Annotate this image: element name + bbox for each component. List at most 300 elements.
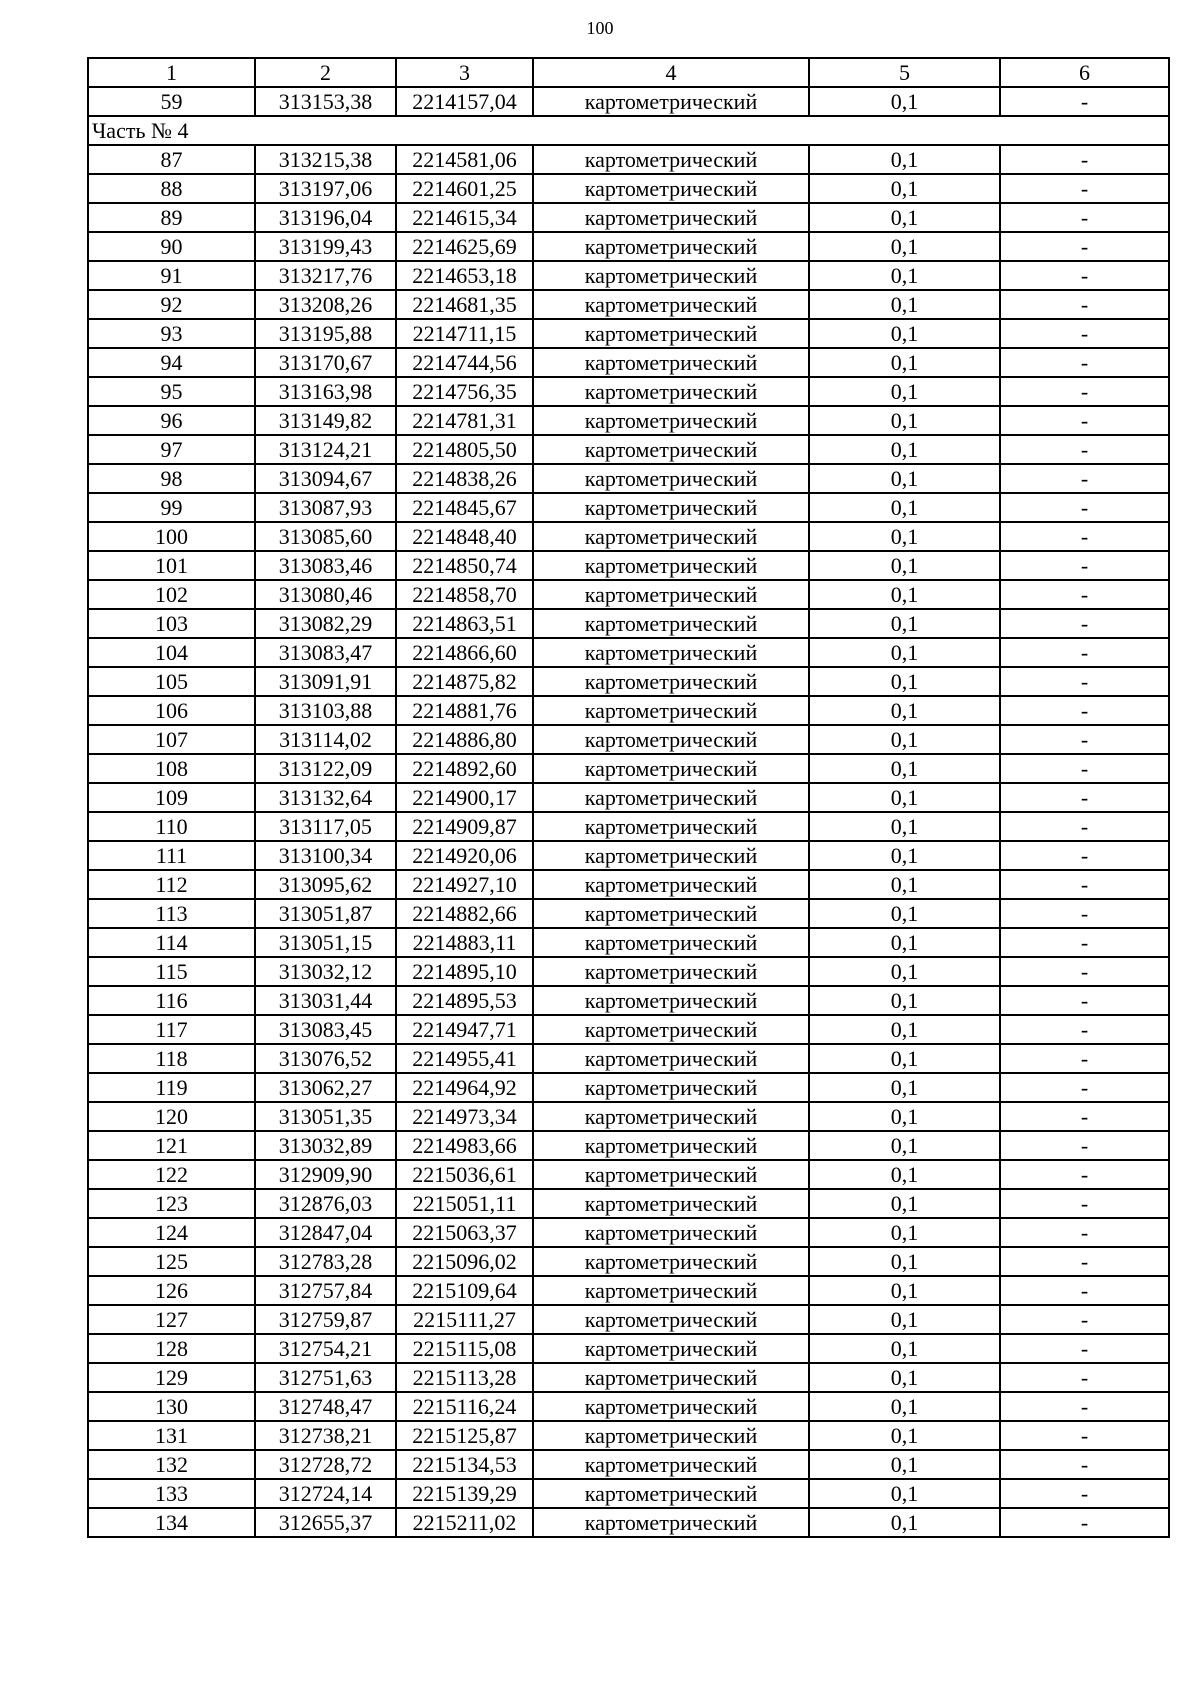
y-coordinate-cell: 2214845,67	[396, 493, 533, 522]
y-coordinate-cell: 2214895,53	[396, 986, 533, 1015]
point-number-cell: 95	[88, 377, 255, 406]
y-coordinate-cell: 2215139,29	[396, 1479, 533, 1508]
description-cell: -	[1000, 783, 1169, 812]
point-number-cell: 110	[88, 812, 255, 841]
y-coordinate-cell: 2214882,66	[396, 899, 533, 928]
table-row	[88, 754, 1169, 783]
point-number-cell: 120	[88, 1102, 255, 1131]
table-row	[88, 841, 1169, 870]
x-coordinate-cell: 312876,03	[255, 1189, 396, 1218]
method-cell: картометрический	[533, 1015, 809, 1044]
table-row	[88, 638, 1169, 667]
table-row	[88, 435, 1169, 464]
x-coordinate-cell: 313085,60	[255, 522, 396, 551]
x-coordinate-cell: 313091,91	[255, 667, 396, 696]
y-coordinate-cell: 2214850,74	[396, 551, 533, 580]
accuracy-cell: 0,1	[809, 1073, 1000, 1102]
method-cell: картометрический	[533, 580, 809, 609]
point-number-cell: 122	[88, 1160, 255, 1189]
accuracy-cell: 0,1	[809, 754, 1000, 783]
point-number-cell: 128	[88, 1334, 255, 1363]
x-coordinate-cell: 313153,38	[255, 87, 396, 116]
y-coordinate-cell: 2214625,69	[396, 232, 533, 261]
x-coordinate-cell: 313170,67	[255, 348, 396, 377]
point-number-cell: 116	[88, 986, 255, 1015]
accuracy-cell: 0,1	[809, 1363, 1000, 1392]
accuracy-cell: 0,1	[809, 986, 1000, 1015]
accuracy-cell: 0,1	[809, 406, 1000, 435]
method-cell: картометрический	[533, 1479, 809, 1508]
y-coordinate-cell: 2215063,37	[396, 1218, 533, 1247]
table-row	[88, 725, 1169, 754]
table-row	[88, 986, 1169, 1015]
x-coordinate-cell: 312783,28	[255, 1247, 396, 1276]
method-cell: картометрический	[533, 1421, 809, 1450]
description-cell: -	[1000, 841, 1169, 870]
description-cell: -	[1000, 957, 1169, 986]
method-cell: картометрический	[533, 1508, 809, 1537]
table-row	[88, 319, 1169, 348]
point-number-cell: 92	[88, 290, 255, 319]
accuracy-cell: 0,1	[809, 725, 1000, 754]
table-row	[88, 1508, 1169, 1537]
point-number-cell: 115	[88, 957, 255, 986]
accuracy-cell: 0,1	[809, 87, 1000, 116]
y-coordinate-cell: 2214781,31	[396, 406, 533, 435]
table-row	[88, 1218, 1169, 1247]
table-row	[88, 464, 1169, 493]
y-coordinate-cell: 2215111,27	[396, 1305, 533, 1334]
point-number-cell: 59	[88, 87, 255, 116]
method-cell: картометрический	[533, 551, 809, 580]
accuracy-cell: 0,1	[809, 812, 1000, 841]
table-row	[88, 261, 1169, 290]
table-row	[88, 1392, 1169, 1421]
table-row	[88, 145, 1169, 174]
accuracy-cell: 0,1	[809, 1334, 1000, 1363]
y-coordinate-cell: 2214744,56	[396, 348, 533, 377]
accuracy-cell: 0,1	[809, 667, 1000, 696]
point-number-cell: 97	[88, 435, 255, 464]
description-cell: -	[1000, 1102, 1169, 1131]
accuracy-cell: 0,1	[809, 174, 1000, 203]
y-coordinate-cell: 2214711,15	[396, 319, 533, 348]
method-cell: картометрический	[533, 87, 809, 116]
point-number-cell: 119	[88, 1073, 255, 1102]
description-cell: -	[1000, 1479, 1169, 1508]
y-coordinate-cell: 2214900,17	[396, 783, 533, 812]
point-number-cell: 129	[88, 1363, 255, 1392]
description-cell: -	[1000, 870, 1169, 899]
y-coordinate-cell: 2214681,35	[396, 290, 533, 319]
accuracy-cell: 0,1	[809, 522, 1000, 551]
method-cell: картометрический	[533, 522, 809, 551]
header-cell-2: 2	[255, 58, 396, 87]
point-number-cell: 90	[88, 232, 255, 261]
point-number-cell: 118	[88, 1044, 255, 1073]
description-cell: -	[1000, 1131, 1169, 1160]
accuracy-cell: 0,1	[809, 783, 1000, 812]
point-number-cell: 105	[88, 667, 255, 696]
point-number-cell: 103	[88, 609, 255, 638]
y-coordinate-cell: 2214875,82	[396, 667, 533, 696]
x-coordinate-cell: 313083,45	[255, 1015, 396, 1044]
section-row	[88, 116, 1169, 145]
table-row	[88, 1421, 1169, 1450]
table-row	[88, 1450, 1169, 1479]
description-cell: -	[1000, 232, 1169, 261]
accuracy-cell: 0,1	[809, 1392, 1000, 1421]
y-coordinate-cell: 2215096,02	[396, 1247, 533, 1276]
method-cell: картометрический	[533, 957, 809, 986]
y-coordinate-cell: 2214858,70	[396, 580, 533, 609]
y-coordinate-cell: 2214848,40	[396, 522, 533, 551]
accuracy-cell: 0,1	[809, 1015, 1000, 1044]
method-cell: картометрический	[533, 406, 809, 435]
accuracy-cell: 0,1	[809, 551, 1000, 580]
point-number-cell: 106	[88, 696, 255, 725]
table-row	[88, 1189, 1169, 1218]
description-cell: -	[1000, 899, 1169, 928]
accuracy-cell: 0,1	[809, 1218, 1000, 1247]
point-number-cell: 112	[88, 870, 255, 899]
method-cell: картометрический	[533, 783, 809, 812]
y-coordinate-cell: 2214601,25	[396, 174, 533, 203]
y-coordinate-cell: 2214947,71	[396, 1015, 533, 1044]
x-coordinate-cell: 312757,84	[255, 1276, 396, 1305]
method-cell: картометрический	[533, 609, 809, 638]
accuracy-cell: 0,1	[809, 609, 1000, 638]
description-cell: -	[1000, 928, 1169, 957]
x-coordinate-cell: 313199,43	[255, 232, 396, 261]
description-cell: -	[1000, 667, 1169, 696]
header-cell-1: 1	[88, 58, 255, 87]
method-cell: картометрический	[533, 696, 809, 725]
page-number: 100	[586, 18, 614, 38]
method-cell: картометрический	[533, 1392, 809, 1421]
description-cell: -	[1000, 87, 1169, 116]
table-row	[88, 1131, 1169, 1160]
accuracy-cell: 0,1	[809, 1044, 1000, 1073]
accuracy-cell: 0,1	[809, 232, 1000, 261]
method-cell: картометрический	[533, 203, 809, 232]
method-cell: картометрический	[533, 1305, 809, 1334]
description-cell: -	[1000, 435, 1169, 464]
method-cell: картометрический	[533, 928, 809, 957]
description-cell: -	[1000, 1392, 1169, 1421]
x-coordinate-cell: 313087,93	[255, 493, 396, 522]
description-cell: -	[1000, 1247, 1169, 1276]
x-coordinate-cell: 313051,15	[255, 928, 396, 957]
point-number-cell: 100	[88, 522, 255, 551]
header-cell-4: 4	[533, 58, 809, 87]
description-cell: -	[1000, 638, 1169, 667]
method-cell: картометрический	[533, 261, 809, 290]
table-row	[88, 1334, 1169, 1363]
method-cell: картометрический	[533, 1189, 809, 1218]
point-number-cell: 108	[88, 754, 255, 783]
accuracy-cell: 0,1	[809, 1508, 1000, 1537]
y-coordinate-cell: 2214892,60	[396, 754, 533, 783]
method-cell: картометрический	[533, 493, 809, 522]
method-cell: картометрический	[533, 464, 809, 493]
method-cell: картометрический	[533, 870, 809, 899]
point-number-cell: 94	[88, 348, 255, 377]
point-number-cell: 93	[88, 319, 255, 348]
accuracy-cell: 0,1	[809, 1450, 1000, 1479]
x-coordinate-cell: 313215,38	[255, 145, 396, 174]
table-row	[88, 870, 1169, 899]
x-coordinate-cell: 313208,26	[255, 290, 396, 319]
table-row	[88, 957, 1169, 986]
x-coordinate-cell: 313051,87	[255, 899, 396, 928]
y-coordinate-cell: 2215109,64	[396, 1276, 533, 1305]
method-cell: картометрический	[533, 319, 809, 348]
header-cell-5: 5	[809, 58, 1000, 87]
method-cell: картометрический	[533, 1102, 809, 1131]
x-coordinate-cell: 313080,46	[255, 580, 396, 609]
y-coordinate-cell: 2214615,34	[396, 203, 533, 232]
point-number-cell: 114	[88, 928, 255, 957]
description-cell: -	[1000, 1508, 1169, 1537]
x-coordinate-cell: 312748,47	[255, 1392, 396, 1421]
x-coordinate-cell: 313082,29	[255, 609, 396, 638]
point-number-cell: 89	[88, 203, 255, 232]
method-cell: картометрический	[533, 1450, 809, 1479]
method-cell: картометрический	[533, 725, 809, 754]
method-cell: картометрический	[533, 348, 809, 377]
description-cell: -	[1000, 1015, 1169, 1044]
point-number-cell: 101	[88, 551, 255, 580]
x-coordinate-cell: 313032,89	[255, 1131, 396, 1160]
method-cell: картометрический	[533, 1044, 809, 1073]
point-number-cell: 126	[88, 1276, 255, 1305]
accuracy-cell: 0,1	[809, 493, 1000, 522]
x-coordinate-cell: 313100,34	[255, 841, 396, 870]
x-coordinate-cell: 313051,35	[255, 1102, 396, 1131]
accuracy-cell: 0,1	[809, 1305, 1000, 1334]
point-number-cell: 134	[88, 1508, 255, 1537]
point-number-cell: 125	[88, 1247, 255, 1276]
description-cell: -	[1000, 406, 1169, 435]
accuracy-cell: 0,1	[809, 1276, 1000, 1305]
method-cell: картометрический	[533, 667, 809, 696]
section-label: Часть № 4	[88, 116, 1169, 145]
table-row	[88, 522, 1169, 551]
point-number-cell: 121	[88, 1131, 255, 1160]
point-number-cell: 109	[88, 783, 255, 812]
y-coordinate-cell: 2214581,06	[396, 145, 533, 174]
table-row	[88, 493, 1169, 522]
table-row	[88, 783, 1169, 812]
description-cell: -	[1000, 261, 1169, 290]
description-cell: -	[1000, 580, 1169, 609]
y-coordinate-cell: 2214881,76	[396, 696, 533, 725]
method-cell: картометрический	[533, 1218, 809, 1247]
table-row	[88, 1247, 1169, 1276]
y-coordinate-cell: 2214895,10	[396, 957, 533, 986]
method-cell: картометрический	[533, 1247, 809, 1276]
y-coordinate-cell: 2214866,60	[396, 638, 533, 667]
y-coordinate-cell: 2215125,87	[396, 1421, 533, 1450]
x-coordinate-cell: 313031,44	[255, 986, 396, 1015]
description-cell: -	[1000, 696, 1169, 725]
point-number-cell: 131	[88, 1421, 255, 1450]
table-row	[88, 667, 1169, 696]
y-coordinate-cell: 2214973,34	[396, 1102, 533, 1131]
accuracy-cell: 0,1	[809, 1102, 1000, 1131]
accuracy-cell: 0,1	[809, 435, 1000, 464]
y-coordinate-cell: 2214909,87	[396, 812, 533, 841]
table-row	[88, 551, 1169, 580]
method-cell: картометрический	[533, 232, 809, 261]
accuracy-cell: 0,1	[809, 899, 1000, 928]
table-row	[88, 203, 1169, 232]
point-number-cell: 123	[88, 1189, 255, 1218]
description-cell: -	[1000, 1334, 1169, 1363]
x-coordinate-cell: 313103,88	[255, 696, 396, 725]
accuracy-cell: 0,1	[809, 696, 1000, 725]
method-cell: картометрический	[533, 899, 809, 928]
x-coordinate-cell: 313163,98	[255, 377, 396, 406]
description-cell: -	[1000, 377, 1169, 406]
table-row	[88, 1276, 1169, 1305]
point-number-cell: 91	[88, 261, 255, 290]
point-number-cell: 113	[88, 899, 255, 928]
x-coordinate-cell: 313149,82	[255, 406, 396, 435]
accuracy-cell: 0,1	[809, 638, 1000, 667]
header-cell-6: 6	[1000, 58, 1169, 87]
coordinates-table	[87, 57, 1170, 1538]
point-number-cell: 98	[88, 464, 255, 493]
table-row	[88, 290, 1169, 319]
description-cell: -	[1000, 348, 1169, 377]
x-coordinate-cell: 313114,02	[255, 725, 396, 754]
description-cell: -	[1000, 203, 1169, 232]
accuracy-cell: 0,1	[809, 348, 1000, 377]
x-coordinate-cell: 313095,62	[255, 870, 396, 899]
x-coordinate-cell: 312759,87	[255, 1305, 396, 1334]
accuracy-cell: 0,1	[809, 203, 1000, 232]
method-cell: картометрический	[533, 1276, 809, 1305]
method-cell: картометрический	[533, 1334, 809, 1363]
x-coordinate-cell: 313032,12	[255, 957, 396, 986]
method-cell: картометрический	[533, 986, 809, 1015]
table-row	[88, 406, 1169, 435]
description-cell: -	[1000, 1073, 1169, 1102]
x-coordinate-cell: 312847,04	[255, 1218, 396, 1247]
table-row	[88, 348, 1169, 377]
description-cell: -	[1000, 1189, 1169, 1218]
x-coordinate-cell: 313083,46	[255, 551, 396, 580]
description-cell: -	[1000, 1160, 1169, 1189]
table-row	[88, 899, 1169, 928]
method-cell: картометрический	[533, 174, 809, 203]
description-cell: -	[1000, 1218, 1169, 1247]
accuracy-cell: 0,1	[809, 1189, 1000, 1218]
accuracy-cell: 0,1	[809, 1131, 1000, 1160]
x-coordinate-cell: 312724,14	[255, 1479, 396, 1508]
table-row	[88, 1160, 1169, 1189]
description-cell: -	[1000, 812, 1169, 841]
y-coordinate-cell: 2215134,53	[396, 1450, 533, 1479]
description-cell: -	[1000, 522, 1169, 551]
x-coordinate-cell: 312728,72	[255, 1450, 396, 1479]
description-cell: -	[1000, 493, 1169, 522]
accuracy-cell: 0,1	[809, 1160, 1000, 1189]
x-coordinate-cell: 312655,37	[255, 1508, 396, 1537]
table-row	[88, 377, 1169, 406]
point-number-cell: 133	[88, 1479, 255, 1508]
point-number-cell: 99	[88, 493, 255, 522]
y-coordinate-cell: 2214955,41	[396, 1044, 533, 1073]
accuracy-cell: 0,1	[809, 377, 1000, 406]
accuracy-cell: 0,1	[809, 319, 1000, 348]
description-cell: -	[1000, 551, 1169, 580]
method-cell: картометрический	[533, 638, 809, 667]
point-number-cell: 127	[88, 1305, 255, 1334]
table-row	[88, 1305, 1169, 1334]
description-cell: -	[1000, 725, 1169, 754]
accuracy-cell: 0,1	[809, 1247, 1000, 1276]
accuracy-cell: 0,1	[809, 580, 1000, 609]
x-coordinate-cell: 313196,04	[255, 203, 396, 232]
y-coordinate-cell: 2214883,11	[396, 928, 533, 957]
table-row	[88, 232, 1169, 261]
table-row	[88, 812, 1169, 841]
point-number-cell: 88	[88, 174, 255, 203]
point-number-cell: 132	[88, 1450, 255, 1479]
table-row	[88, 1102, 1169, 1131]
x-coordinate-cell: 313132,64	[255, 783, 396, 812]
table-row	[88, 1044, 1169, 1073]
y-coordinate-cell: 2214157,04	[396, 87, 533, 116]
method-cell: картометрический	[533, 377, 809, 406]
description-cell: -	[1000, 174, 1169, 203]
table-row	[88, 1015, 1169, 1044]
method-cell: картометрический	[533, 1073, 809, 1102]
description-cell: -	[1000, 1421, 1169, 1450]
table-body	[88, 87, 1169, 1537]
accuracy-cell: 0,1	[809, 957, 1000, 986]
x-coordinate-cell: 313062,27	[255, 1073, 396, 1102]
x-coordinate-cell: 313094,67	[255, 464, 396, 493]
accuracy-cell: 0,1	[809, 290, 1000, 319]
y-coordinate-cell: 2215051,11	[396, 1189, 533, 1218]
table-row	[88, 1363, 1169, 1392]
point-number-cell: 102	[88, 580, 255, 609]
description-cell: -	[1000, 986, 1169, 1015]
y-coordinate-cell: 2215036,61	[396, 1160, 533, 1189]
description-cell: -	[1000, 464, 1169, 493]
x-coordinate-cell: 312751,63	[255, 1363, 396, 1392]
point-number-cell: 87	[88, 145, 255, 174]
description-cell: -	[1000, 1044, 1169, 1073]
point-number-cell: 104	[88, 638, 255, 667]
x-coordinate-cell: 313117,05	[255, 812, 396, 841]
accuracy-cell: 0,1	[809, 464, 1000, 493]
accuracy-cell: 0,1	[809, 145, 1000, 174]
accuracy-cell: 0,1	[809, 261, 1000, 290]
description-cell: -	[1000, 754, 1169, 783]
y-coordinate-cell: 2214964,92	[396, 1073, 533, 1102]
y-coordinate-cell: 2214838,26	[396, 464, 533, 493]
y-coordinate-cell: 2214863,51	[396, 609, 533, 638]
x-coordinate-cell: 312909,90	[255, 1160, 396, 1189]
y-coordinate-cell: 2215116,24	[396, 1392, 533, 1421]
description-cell: -	[1000, 1450, 1169, 1479]
description-cell: -	[1000, 145, 1169, 174]
